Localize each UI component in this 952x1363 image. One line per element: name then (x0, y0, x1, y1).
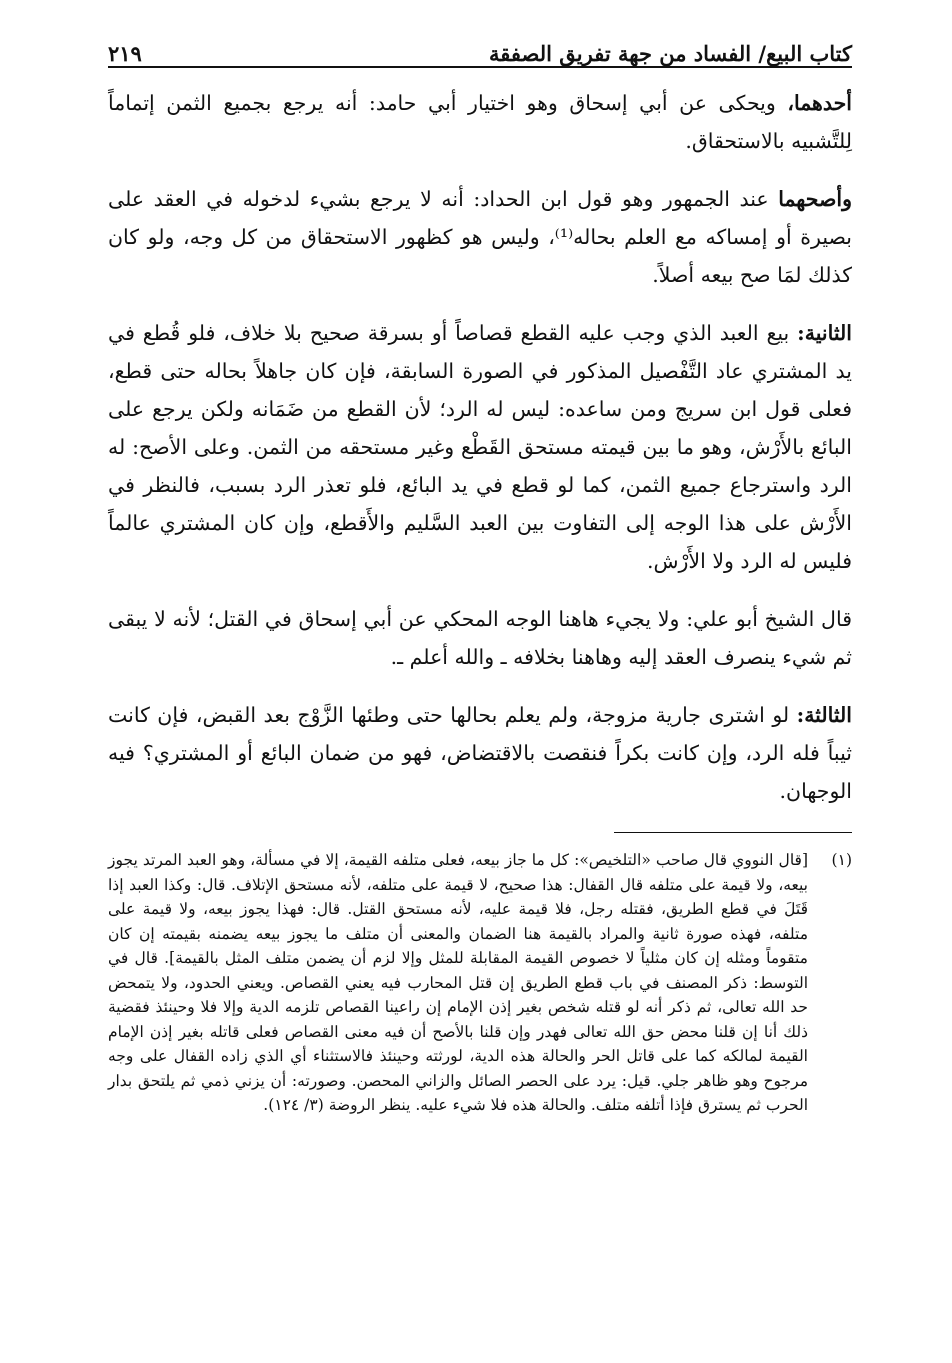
footnote-text: [قال النووي قال صاحب «التلخيص»: كل ما جاز بيعه، فعلى متلفه القيمة، إلا في مسألة، وهو العبد المرتد يجوز بيعه، ولا قيمة على متلفه قال القفال: هذا صحيح، لا قيمة على متلفه، لأنه مستحق الإتلاف. قال: وكذا العبد إذا قَتَلَ في قطع الطريق، فقتله رجل، فلا قيمة عليه، لأنه مستحق القتل. قال: فهذا يجوز بيعه، ولا قيمة على متلفه، فهذه صورة ثانية والمراد بالقيمة هنا الضمان والمعنى أن متلف ما يجوز بيعه يضمنه بقيمته إن كان متقوماً ومثله إن كان مثلياً لا خصوص القيمة المقابلة للمثل وإلا لزم أن يضمن متلف المثل بالقيمة]. قال في التوسط: ذكر المصنف في باب قطع الطريق إن قتل المحارب فيه يعني القصاص. ويعني الحدود، ولا يتمحض حد الله تعالى، ثم ذكر أنه لو قتله شخص بغير إذن الإمام إن راعينا القصاص تلزمه الدية وإلا فلا وحينئذ فقضية ذلك أنا إن قلنا محض حق الله تعالى فهدر وإن قلنا بالأصح أن فيه معنى القصاص فعلى قاتله بغير إذن الإمام القيمة لمالكه كما على قاتل الحر والحالة هذه الدية، لورثته وحينئذ فالاستثناء أي الذي زاده القفال على وجه مرجوح وهو ظاهر جلي. قيل: يرد على الحصر الصائل والزاني المحصن. وصورته: أن يزني ذمي ثم يلتحق بدار الحرب ثم يسترق فإذا أتلفه متلف. والحالة هذه فلا شيء عليه. ينظر الروضة (٣/ ١٢٤). (108, 851, 808, 1114)
paragraph-abu-ali (108, 600, 852, 676)
header-rule (108, 66, 852, 68)
header-title: كتاب البيع/ الفساد من جهة تفريق الصفقة (489, 41, 852, 66)
paragraph-text: عند الجمهور وهو قول ابن الحداد: أنه لا يرجع بشيء لدخوله في العقد على بصيرة أو إمساكه مع العلم بحاله⁽¹⁾، وليس هو كظهور الاستحقاق من كل وجه، ولو كان كذلك لمَا صح بيعه أصلاً. (108, 187, 852, 287)
footnote-number: (١) (831, 851, 852, 869)
page-number: ٢١٩ (108, 41, 142, 66)
paragraph-text: ويحكى عن أبي إسحاق وهو اختيار أبي حامد: أنه يرجع بجميع الثمن إتماماً لِلتَّشبيه بالاستحقاق. (108, 91, 852, 153)
main-text (108, 84, 852, 830)
paragraph-first-opinion (108, 84, 852, 160)
paragraph-text: لو اشترى جارية مزوجة، ولم يعلم بحالها حتى وطئها الزَّوْج بعد القبض، فإن كانت ثيباً فله الرد، وإن كانت بكراً فنقصت بالاقتضاض، فهو من ضمان البائع أو المشتري؟ فيه الوجهان. (108, 703, 852, 803)
paragraph-lead: الثانية: (797, 321, 852, 345)
paragraph-second-case (108, 314, 852, 580)
paragraph-text: بيع العبد الذي وجب عليه القطع قصاصاً أو بسرقة صحيح بلا خلاف، فلو قُطع في يد المشتري عاد التَّفْصيل المذكور في الصورة السابقة، فإن كان جاهلاً بحاله حتى قطع، فعلى قول ابن سريج ومن ساعده: ليس له الرد؛ لأن القطع من ضَمَانه ولكن يرجع على البائع بالأَرْش، وهو ما بين قيمته مستحق القَطْع وغير مستحقه من الثمن. وعلى الأصح: له الرد واسترجاع جميع الثمن، كما لو قطع في يد البائع، فلو تعذر الرد بسبب، فالنظر في الأَرْش على هذا الوجه إلى التفاوت بين العبد السَّليم والأَقطع، وإن كان المشتري عالماً فليس له الرد ولا الأَرْش. (108, 321, 852, 573)
footnotes (108, 848, 852, 1118)
paragraph-lead: وأصحهما (778, 187, 852, 211)
paragraph-text: قال الشيخ أبو علي: ولا يجيء هاهنا الوجه المحكي عن أبي إسحاق في القتل؛ لأنه لا يبقى ثم شيء ينصرف العقد إليه وهاهنا بخلافه ـ والله أعلم ـ. (108, 607, 852, 669)
footnote (108, 848, 852, 1118)
footnote-separator (614, 832, 852, 833)
paragraph-third-case (108, 696, 852, 810)
paragraph-lead: الثالثة: (796, 703, 852, 727)
running-header (108, 30, 852, 66)
paragraph-second-opinion (108, 180, 852, 294)
paragraph-lead: أحدهما، (787, 91, 852, 115)
